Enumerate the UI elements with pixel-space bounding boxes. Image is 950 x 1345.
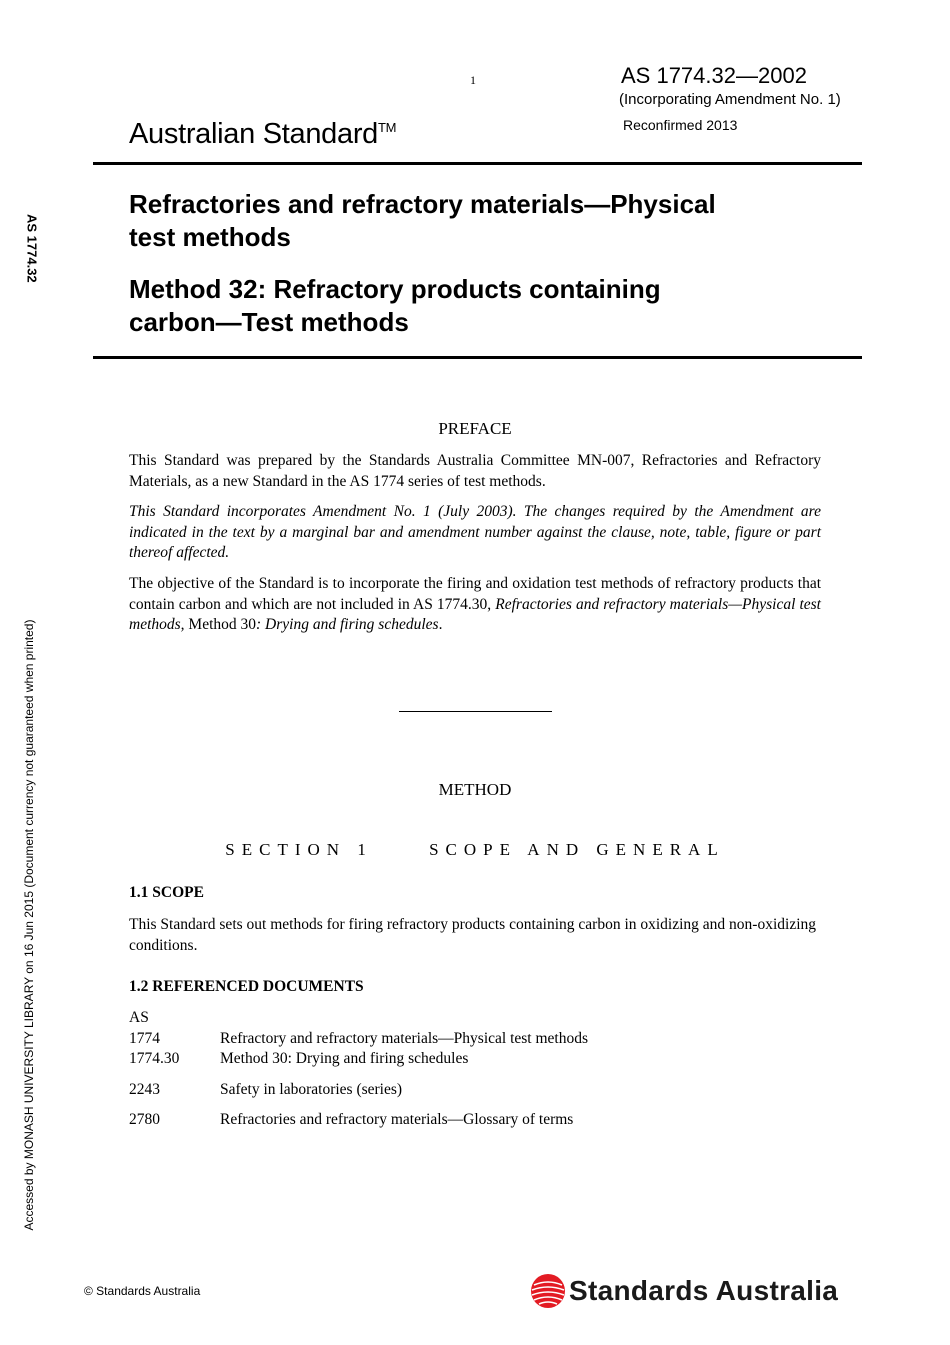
reference-title: Method 30: Drying and firing schedules [220,1050,469,1067]
standard-number: AS 1774.32—2002 [621,63,807,88]
reference-title: Refractory and refractory materials—Physical test methods [220,1030,588,1047]
reference-title: Refractories and refractory materials—Glossary of terms [220,1111,574,1128]
title-line-1: Refractories and refractory materials—Physical [129,189,716,219]
title-rule [93,356,862,359]
reference-code: 1774 [129,1030,160,1047]
scope-heading: 1.1 SCOPE [129,884,204,901]
title-line-3: Method 32: Refractory products containing [129,274,661,304]
p3-part-b: Refractories and refractory materials—Physical test methods, [129,595,821,633]
header-rule [93,162,862,165]
side-standard-id: AS 1774.32 [24,214,40,283]
reference-title: Safety in laboratories (series) [220,1081,403,1098]
preface-paragraph-3 [129,574,821,636]
p3-part-a: The objective of the Standard is to incorporate the firing and oxidation test methods of refractory products that contain carbon and which are not included in AS 1774.30, [129,575,821,613]
title-line-4: carbon—Test methods [129,307,409,337]
reference-code: 2243 [129,1081,160,1098]
trademark-mark: TM [378,120,397,135]
section-heading: SECTION 1 SCOPE AND GENERAL [225,840,725,859]
reference-code: 2780 [129,1111,160,1128]
series-label [129,118,396,151]
preface-paragraph-1: This Standard was prepared by the Standards Australia Committee MN-007, Refractories and Refractory Materials, as a new Standard in the AS 1774 series of test methods. [129,452,821,490]
series-label-text: Australian Standard [129,118,379,150]
p3-part-d: : Drying and firing schedules [256,616,439,633]
reference-code: 1774.30 [129,1050,180,1067]
standards-australia-logo-icon [530,1273,566,1314]
page-number: 1 [470,73,476,87]
method-heading: METHOD [438,780,512,799]
references-heading: 1.2 REFERENCED DOCUMENTS [129,978,364,995]
section-divider [399,711,552,712]
title-line-2: test methods [129,222,291,252]
amendment-note: (Incorporating Amendment No. 1) [619,91,841,108]
preface-paragraph-2: This Standard incorporates Amendment No. 1 (July 2003). The changes required by the Amendment are indicated in the text by a marginal bar and amendment number against the clause, note, table, figure or part thereof affected. [129,503,821,561]
references-prefix: AS [129,1009,149,1026]
scope-text: This Standard sets out methods for firing refractory products containing carbon in oxidizing and non-oxidizing conditions. [129,916,817,954]
copyright: © Standards Australia [84,1284,201,1298]
side-access-note: Accessed by MONASH UNIVERSITY LIBRARY on 16 Jun 2015 (Document currency not guaranteed when printed) [22,619,36,1231]
logo-text: Standards Australia [569,1275,839,1306]
p3-part-c: Method 30 [184,616,257,633]
reconfirmed-note: Reconfirmed 2013 [623,117,738,133]
p3-part-e: . [438,616,443,633]
preface-heading: PREFACE [438,419,512,438]
